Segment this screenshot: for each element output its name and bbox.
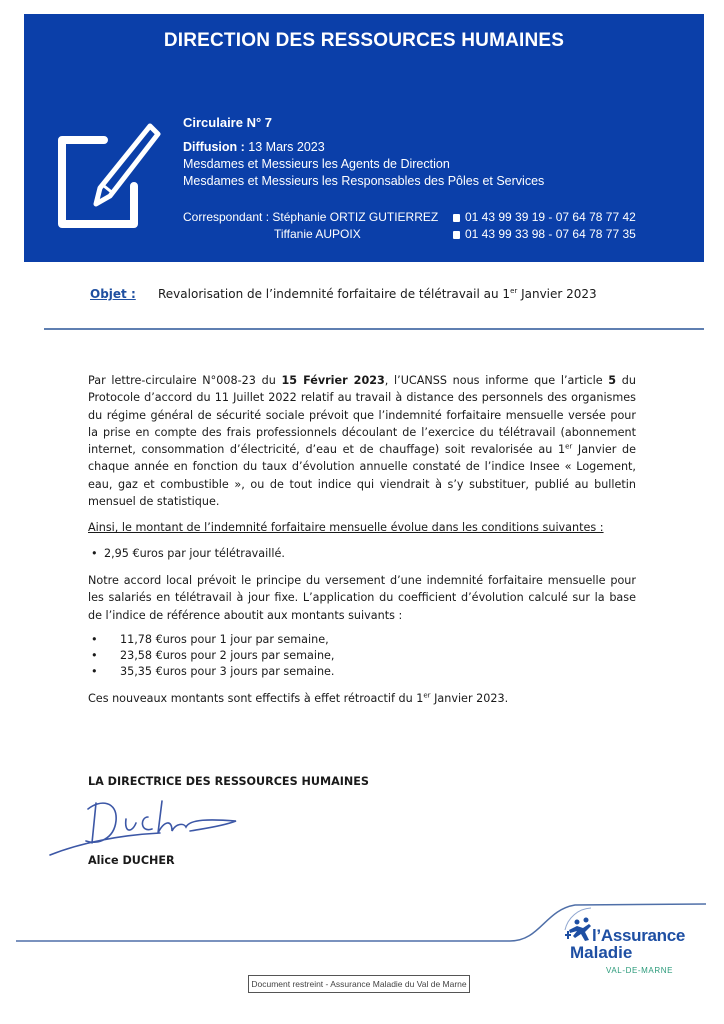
correspondants	[183, 209, 636, 243]
paragraph-local-agreement: Notre accord local prévoit le principe du versement d’une indemnité forfaitaire mensuelle pour les salariés en télétravail à jour fixe. L’application du coefficient d’évolution calculé sur la base de l’indice de référence aboutit aux montants suivants :	[88, 573, 636, 622]
department-title: DIRECTION DES RESSOURCES HUMAINES	[163, 30, 565, 51]
divider	[44, 328, 704, 330]
correspondant-row	[183, 226, 636, 243]
logo-name-line2: Maladie	[570, 943, 633, 962]
restricted-document-notice: Document restreint - Assurance Maladie du Val de Marne	[248, 975, 470, 993]
signer-title: LA DIRECTRICE DES RESSOURCES HUMAINES	[88, 775, 369, 788]
daily-rate-list	[88, 545, 636, 562]
phone-icon	[453, 214, 460, 222]
subject-text: Revalorisation de l’indemnité forfaitaire de télétravail au 1er Janvier 2023	[158, 287, 597, 301]
correspondant-label: Correspondant :	[183, 210, 273, 224]
signer-name: Alice DUCHER	[88, 854, 175, 867]
edit-document-icon	[54, 114, 164, 234]
subject-line	[90, 287, 597, 301]
list-item: • 11,78 €uros pour 1 jour par semaine,	[88, 632, 636, 648]
paragraph-intro: Par lettre-circulaire N°008-23 du 15 Février 2023, l’UCANSS nous informe que l’article 5 du Protocole d’accord du 11 Juillet 2022 relatif au travail à distance des personnels des organismes du régime général de sécurité sociale prévoit que l’indemnité forfaitaire mensuelle versée pour la prise en compte des frais professionnels découlant de l’exercice du télétravail (abonnement internet, consommation d’électricité, d’eau et de chauffage) soit revalorisée au 1er Janvier de chaque année en fonction du taux d’évolution annuelle constaté de l’indice Insee « Logement, eau, gaz et combustible », ou de tout indice qui viendrait à s’y substituer, publié au bulletin mensuel de statistique.	[88, 374, 636, 509]
letter-body	[88, 372, 636, 707]
diffusion-line	[183, 139, 544, 156]
circular-meta	[183, 114, 544, 190]
logo-region: VAL-DE-MARNE	[606, 966, 674, 975]
correspondant-name: Tiffanie AUPOIX	[274, 227, 361, 241]
paragraph-conditions: Ainsi, le montant de l’indemnité forfaitaire mensuelle évolue dans les conditions suivantes :	[88, 521, 604, 535]
logo-name-line1: l’Assurance	[592, 926, 686, 945]
handwritten-signature	[40, 793, 260, 863]
correspondant-row	[183, 209, 636, 226]
correspondant-name: Stéphanie ORTIZ GUTIERREZ	[272, 210, 439, 224]
paragraph-effective-date: Ces nouveaux montants sont effectifs à effet rétroactif du 1er Janvier 2023.	[88, 691, 509, 705]
list-item: • 35,35 €uros pour 3 jours par semaine.	[88, 664, 636, 680]
correspondant-phones: 01 43 99 39 19 - 07 64 78 77 42	[465, 210, 636, 224]
diffusion-date: 13 Mars 2023	[248, 140, 325, 154]
list-item: • 23,58 €uros pour 2 jours par semaine,	[88, 648, 636, 664]
diffusion-label: Diffusion :	[183, 140, 245, 154]
recipient-line: Mesdames et Messieurs les Responsables des Pôles et Services	[183, 174, 545, 188]
circular-number: Circulaire N° 7	[183, 115, 273, 130]
list-item: • 2,95 €uros par jour télétravaillé.	[88, 545, 636, 562]
weekly-amounts-list	[88, 632, 636, 680]
subject-label: Objet :	[90, 287, 136, 301]
header-banner	[24, 14, 704, 262]
correspondant-phones: 01 43 99 33 98 - 07 64 78 77 35	[465, 227, 636, 241]
recipient-line: Mesdames et Messieurs les Agents de Direction	[183, 157, 450, 171]
phone-icon	[453, 231, 460, 239]
